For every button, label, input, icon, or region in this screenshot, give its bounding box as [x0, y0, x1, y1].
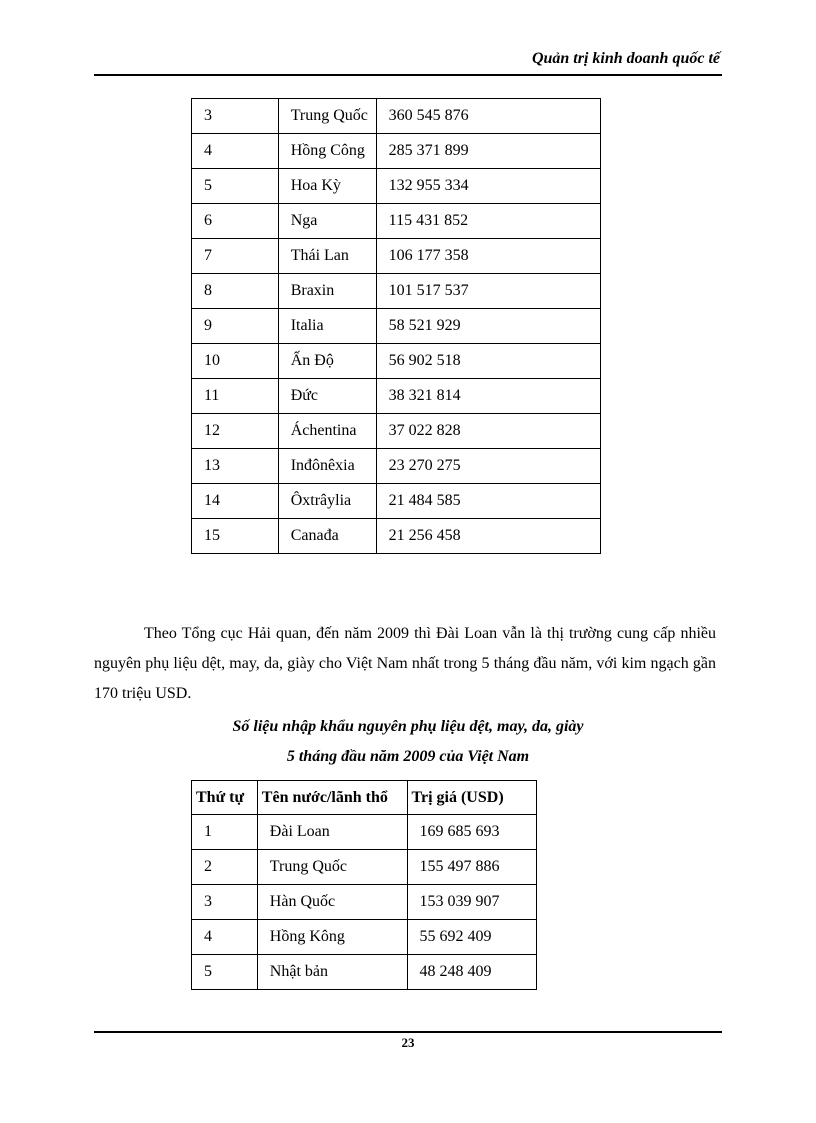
table-row: [192, 519, 601, 554]
table-row: [192, 379, 601, 414]
rank-cell: 8: [192, 274, 279, 309]
table-caption-line-1: Số liệu nhập khẩu nguyên phụ liệu dệt, may, da, giày: [232, 718, 584, 735]
country-cell: Thái Lan: [278, 239, 376, 274]
country-cell: Canađa: [278, 519, 376, 554]
country-cell: Trung Quốc: [257, 850, 407, 885]
country-cell: Hoa Kỳ: [278, 169, 376, 204]
rank-cell: 13: [192, 449, 279, 484]
value-cell: 23 270 275: [376, 449, 600, 484]
page-number: 23: [401, 1035, 415, 1050]
table-row: [192, 239, 601, 274]
value-cell: 115 431 852: [376, 204, 600, 239]
value-cell: 169 685 693: [407, 815, 537, 850]
rank-cell: 12: [192, 414, 279, 449]
rank-cell: 5: [192, 955, 258, 990]
header-value: Trị giá (USD): [407, 781, 537, 815]
header-rank: Thứ tự: [192, 781, 258, 815]
table-row: [192, 484, 601, 519]
country-cell: Hồng Kông: [257, 920, 407, 955]
country-cell: Italia: [278, 309, 376, 344]
value-cell: 101 517 537: [376, 274, 600, 309]
table-row: [192, 885, 537, 920]
table-row: [192, 414, 601, 449]
rank-cell: 2: [192, 850, 258, 885]
value-cell: 48 248 409: [407, 955, 537, 990]
header-divider: [94, 74, 722, 76]
value-cell: 21 256 458: [376, 519, 600, 554]
country-cell: Đức: [278, 379, 376, 414]
rank-cell: 11: [192, 379, 279, 414]
table-row: [192, 169, 601, 204]
value-cell: 38 321 814: [376, 379, 600, 414]
country-cell: Hồng Công: [278, 134, 376, 169]
rank-cell: 14: [192, 484, 279, 519]
country-cell: Inđônêxia: [278, 449, 376, 484]
rank-cell: 15: [192, 519, 279, 554]
import-table-2009: [191, 780, 537, 990]
table-row: [192, 920, 537, 955]
rank-cell: 4: [192, 920, 258, 955]
value-cell: 132 955 334: [376, 169, 600, 204]
table-header-row: [192, 781, 537, 815]
rank-cell: 4: [192, 134, 279, 169]
table-caption-line-2: 5 tháng đầu năm 2009 của Việt Nam: [286, 748, 530, 765]
value-cell: 360 545 876: [376, 99, 600, 134]
country-cell: Ôxtrâylia: [278, 484, 376, 519]
rank-cell: 5: [192, 169, 279, 204]
value-cell: 153 039 907: [407, 885, 537, 920]
country-cell: Braxin: [278, 274, 376, 309]
table-row: [192, 955, 537, 990]
country-cell: Hàn Quốc: [257, 885, 407, 920]
table-row: [192, 449, 601, 484]
table-row: [192, 815, 537, 850]
body-paragraph: Theo Tổng cục Hải quan, đến năm 2009 thì Đài Loan vẫn là thị trường cung cấp nhiều nguyên phụ liệu dệt, may, da, giày cho Việt Nam nhất trong 5 tháng đầu năm, với kim ngạch gần 170 triệu USD.: [94, 625, 716, 702]
table-row: [192, 99, 601, 134]
country-cell: Ấn Độ: [278, 344, 376, 379]
value-cell: 56 902 518: [376, 344, 600, 379]
import-table-continued: [191, 98, 601, 554]
table-row: [192, 204, 601, 239]
country-cell: Đài Loan: [257, 815, 407, 850]
value-cell: 37 022 828: [376, 414, 600, 449]
country-cell: Nga: [278, 204, 376, 239]
table-row: [192, 344, 601, 379]
value-cell: 21 484 585: [376, 484, 600, 519]
table-row: [192, 274, 601, 309]
running-header: Quản trị kinh doanh quốc tế: [531, 50, 720, 67]
footer-divider: [94, 1031, 722, 1033]
rank-cell: 9: [192, 309, 279, 344]
country-cell: Áchentina: [278, 414, 376, 449]
value-cell: 55 692 409: [407, 920, 537, 955]
header-country: Tên nước/lãnh thổ: [257, 781, 407, 815]
value-cell: 155 497 886: [407, 850, 537, 885]
country-cell: Trung Quốc: [278, 99, 376, 134]
value-cell: 106 177 358: [376, 239, 600, 274]
value-cell: 285 371 899: [376, 134, 600, 169]
rank-cell: 3: [192, 99, 279, 134]
country-cell: Nhật bản: [257, 955, 407, 990]
table-row: [192, 309, 601, 344]
rank-cell: 3: [192, 885, 258, 920]
rank-cell: 10: [192, 344, 279, 379]
rank-cell: 1: [192, 815, 258, 850]
value-cell: 58 521 929: [376, 309, 600, 344]
table-row: [192, 134, 601, 169]
rank-cell: 6: [192, 204, 279, 239]
table-row: [192, 850, 537, 885]
rank-cell: 7: [192, 239, 279, 274]
